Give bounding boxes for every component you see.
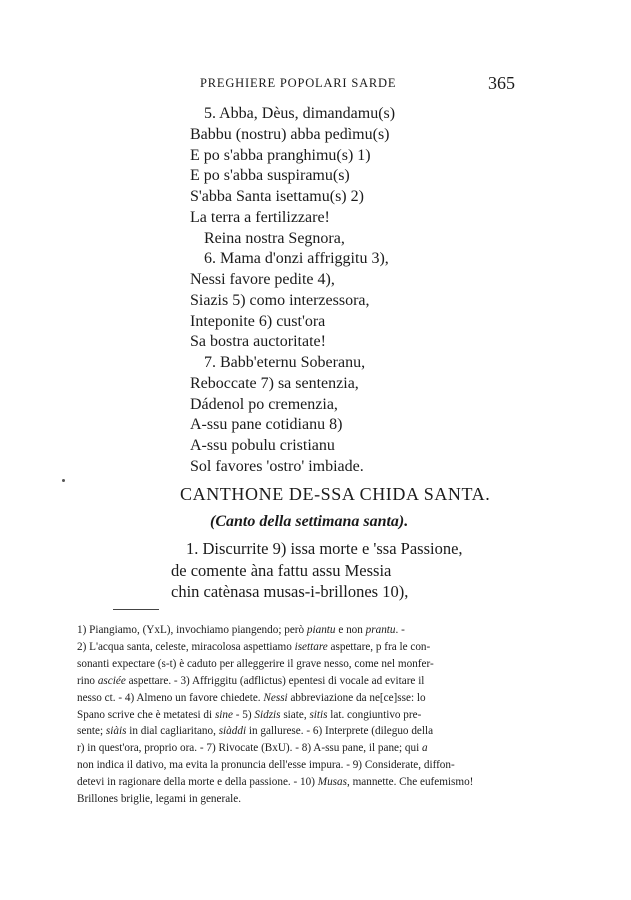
- footnote-line: [77, 794, 241, 805]
- verse-line: Dádenol po cremenzia,: [190, 395, 338, 413]
- footnote-italic-term: prantu: [365, 624, 396, 636]
- verse-line: 5. Abba, Dèus, dimandamu(s): [204, 105, 396, 122]
- footnote-italic-term: Musas: [317, 776, 347, 789]
- footnote-text: in dial cagliaritano,: [126, 725, 219, 738]
- footnote-line: [77, 760, 455, 771]
- running-head: PREGHIERE POPOLARI SARDE: [200, 76, 397, 90]
- footnote-italic-term: siàis: [105, 725, 127, 738]
- footnote-text: 2) L'acqua santa, celeste, miracolosa aspettiamo: [77, 640, 295, 653]
- footnote-text: lat. congiuntivo pre-: [327, 708, 422, 721]
- verse-line: S'abba Santa isettamu(s) 2): [190, 188, 364, 205]
- song-verse-line: 1. Discurrite 9) issa morte e 'ssa Passione,: [186, 539, 463, 558]
- footnote-italic-term: Nessi: [263, 691, 288, 704]
- footnote-text: 1) Piangiamo, (YxL), invochiamo piangendo; però: [77, 624, 307, 636]
- verse-line: La terra a fertilizzare!: [190, 208, 330, 226]
- footnote-italic-term: asciée: [97, 674, 126, 687]
- verse-line: Reina nostra Segnora,: [204, 229, 345, 247]
- footnote-italic-term: a: [422, 742, 428, 755]
- verse-line: E po s'abba pranghimu(s) 1): [190, 146, 371, 164]
- footnote-text: aspettare. - 3) Affriggitu (adflictus) epentesi di vocale ad evitare il: [125, 674, 425, 687]
- footnote-italic-term: isettare: [294, 640, 328, 653]
- verse-line: Nessi favore pedite 4),: [190, 271, 335, 288]
- footnote-line: [77, 693, 426, 704]
- footnote-italic-term: sine: [214, 708, 233, 721]
- section-subtitle: (Canto della settimana santa).: [210, 513, 409, 530]
- verse-line: Inteponite 6) cust'ora: [190, 312, 326, 330]
- footnote-text: in gallurese. - 6) Interprete (dileguo della: [246, 725, 434, 738]
- song-verse-line: de comente àna fattu assu Messia: [171, 561, 392, 580]
- verse-line: A-ssu pane cotidianu 8): [190, 416, 343, 434]
- footnote-line: [77, 676, 424, 687]
- footnote-line: [77, 777, 473, 788]
- verse-line: 7. Babb'eternu Soberanu,: [204, 354, 366, 371]
- footnote-text: detevi in ragionare della morte e della passione. - 10): [77, 776, 318, 789]
- footnote-text: - 5): [232, 708, 255, 721]
- footnote-text: r) in quest'ora, proprio ora. - 7) Rivocate (BxU). - 8) A-ssu pane, il pane; qui: [77, 742, 423, 755]
- verse-line: Sol favores 'ostro' imbiade.: [190, 457, 364, 475]
- footnote-line: [77, 642, 430, 653]
- footnote-italic-term: Sidzis: [254, 708, 281, 721]
- verse-line: Reboccate 7) sa sentenzia,: [190, 374, 359, 392]
- page-number: 365: [488, 73, 515, 93]
- verse-line: A-ssu pobulu cristianu: [190, 437, 335, 454]
- song-verse-line: chin catènasa musas-i-brillones 10),: [171, 582, 409, 601]
- footnote-line: [77, 659, 434, 670]
- verse-line: Siazis 5) como interzessora,: [190, 291, 370, 309]
- footnote-text: . -: [395, 624, 405, 636]
- footnote-text: sonanti expectare (s-t) è caduto per alleggerire il grave nesso, come nel monfer-: [77, 657, 434, 670]
- verse-line: Babbu (nostru) abba pedìmu(s): [190, 125, 390, 143]
- footnote-text: e non: [335, 624, 366, 636]
- section-title: CANTHONE DE-SSA CHIDA SANTA.: [180, 484, 491, 504]
- footnote-line: [77, 710, 421, 721]
- footnote-italic-term: siàddi: [218, 725, 247, 738]
- footnote-italic-term: sitis: [309, 708, 328, 721]
- footnote-line: [77, 625, 405, 636]
- footnote-text: , mannette. Che eufemismo!: [346, 776, 474, 789]
- footnote-text: rino: [77, 674, 98, 687]
- footnote-text: nesso ct. - 4) Almeno un favore chiedete.: [77, 691, 264, 704]
- footnote-text: non indica il dativo, ma evita la pronuncia dell'esse impura. - 9) Considerate, diffon-: [77, 759, 455, 772]
- footnote-italic-term: piantu: [306, 624, 336, 636]
- footnote-rule: [113, 609, 159, 610]
- print-speck: [62, 479, 65, 482]
- verse-line: E po s'abba suspiramu(s): [190, 167, 350, 185]
- footnote-text: siate,: [280, 708, 310, 721]
- verse-line: 6. Mama d'onzi affriggitu 3),: [204, 250, 389, 268]
- footnote-line: [77, 726, 433, 737]
- verse-line: Sa bostra auctoritate!: [190, 333, 326, 351]
- footnote-text: abbreviazione da ne[ce]sse: lo: [287, 691, 426, 704]
- footnote-line: [77, 743, 428, 754]
- footnote-text: Spano scrive che è metatesi di: [77, 708, 215, 721]
- footnote-text: Brillones briglie, legami in generale.: [77, 793, 242, 805]
- footnote-text: aspettare, p fra le con-: [327, 640, 431, 653]
- footnote-text: sente;: [77, 725, 106, 738]
